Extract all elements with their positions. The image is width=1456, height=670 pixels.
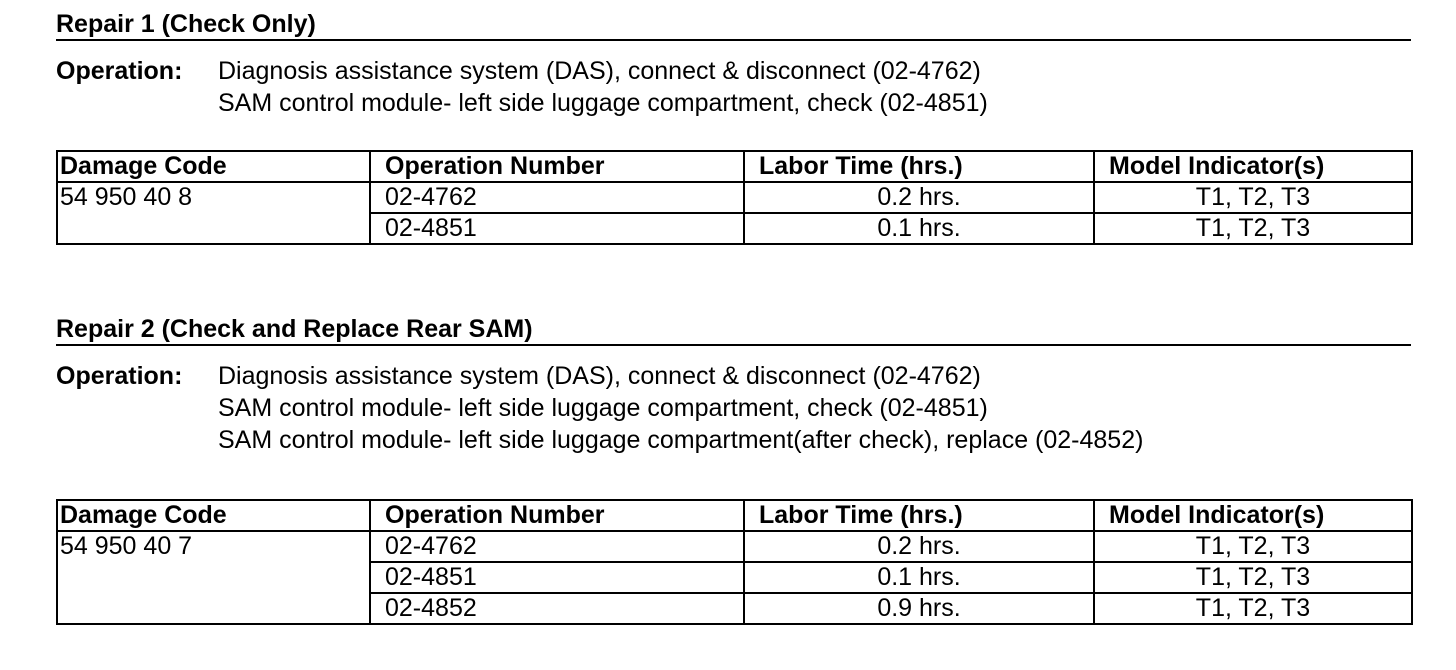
operation-lines (218, 55, 988, 119)
operation-label: Operation: (56, 57, 183, 85)
model-indicator-cell: T1, T2, T3 (1094, 593, 1412, 624)
labor-time-cell: 0.1 hrs. (744, 213, 1094, 244)
model-indicator-cell: T1, T2, T3 (1094, 182, 1412, 213)
repair-2-table (56, 499, 1413, 625)
operation-number-cell: 02-4762 (370, 531, 744, 562)
repair-1-section (56, 10, 1411, 119)
repair-1-title: Repair 1 (Check Only) (56, 10, 1411, 41)
repair-2-title: Repair 2 (Check and Replace Rear SAM) (56, 315, 1411, 346)
repair-2-operation (56, 360, 1411, 456)
operation-number-cell: 02-4762 (370, 182, 744, 213)
table-row (57, 182, 1412, 213)
header-damage-code: Damage Code (57, 500, 370, 531)
header-damage-code: Damage Code (57, 151, 370, 182)
model-indicator-cell: T1, T2, T3 (1094, 562, 1412, 593)
operation-lines (218, 360, 1143, 456)
labor-time-cell: 0.1 hrs. (744, 562, 1094, 593)
operation-number-cell: 02-4851 (370, 213, 744, 244)
header-labor-time: Labor Time (hrs.) (744, 500, 1094, 531)
operation-line: SAM control module- left side luggage compartment(after check), replace (02-4852) (218, 426, 1144, 454)
operation-line: SAM control module- left side luggage compartment, check (02-4851) (218, 394, 988, 422)
operation-line: SAM control module- left side luggage compartment, check (02-4851) (218, 89, 988, 117)
operation-line: Diagnosis assistance system (DAS), connect & disconnect (02-4762) (218, 57, 981, 85)
damage-code-cell: 54 950 40 8 (57, 182, 370, 244)
operation-line: Diagnosis assistance system (DAS), connect & disconnect (02-4762) (218, 362, 981, 390)
labor-time-cell: 0.9 hrs. (744, 593, 1094, 624)
header-model-indicator: Model Indicator(s) (1094, 500, 1412, 531)
repair-1-table-wrap (56, 150, 1411, 245)
repair-1-table (56, 150, 1413, 245)
model-indicator-cell: T1, T2, T3 (1094, 213, 1412, 244)
table-header-row (57, 151, 1412, 182)
operation-number-cell: 02-4852 (370, 593, 744, 624)
table-row (57, 531, 1412, 562)
repair-2-table-wrap (56, 499, 1411, 625)
labor-time-cell: 0.2 hrs. (744, 531, 1094, 562)
labor-time-cell: 0.2 hrs. (744, 182, 1094, 213)
operation-label: Operation: (56, 362, 183, 390)
header-operation-number: Operation Number (370, 151, 744, 182)
header-operation-number: Operation Number (370, 500, 744, 531)
header-model-indicator: Model Indicator(s) (1094, 151, 1412, 182)
damage-code-cell: 54 950 40 7 (57, 531, 370, 624)
header-labor-time: Labor Time (hrs.) (744, 151, 1094, 182)
operation-number-cell: 02-4851 (370, 562, 744, 593)
repair-2-section (56, 315, 1411, 456)
model-indicator-cell: T1, T2, T3 (1094, 531, 1412, 562)
repair-1-operation (56, 55, 1411, 119)
table-header-row (57, 500, 1412, 531)
